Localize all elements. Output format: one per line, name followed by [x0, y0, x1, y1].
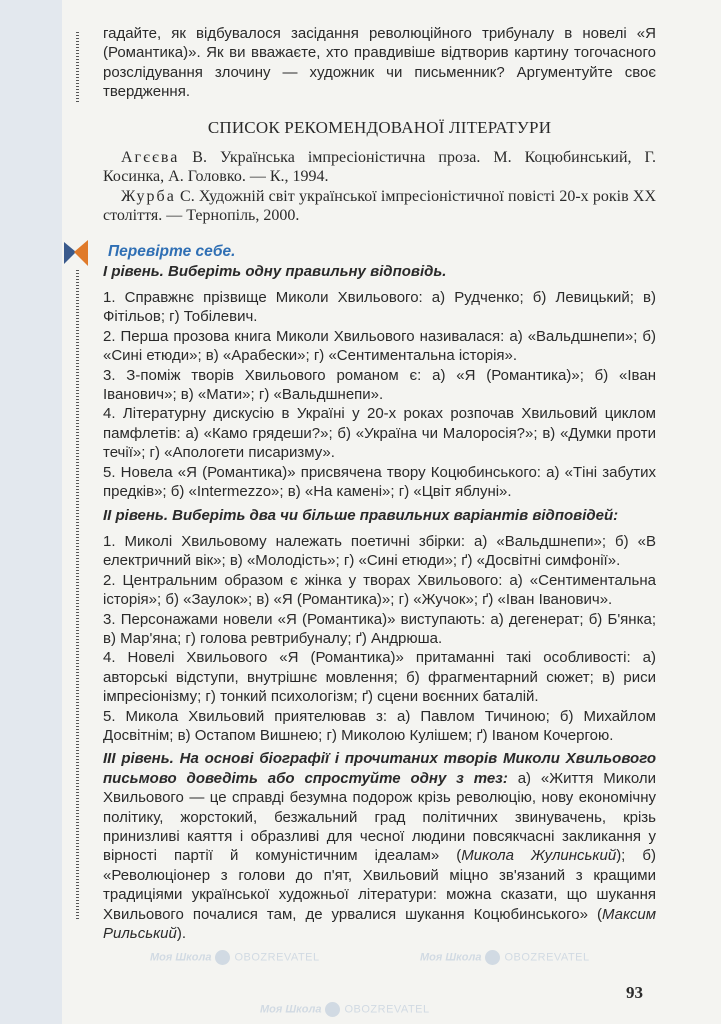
intro-text: гадайте, як відбувалося засідання революційного трибуналу в новелі «Я (Романтика)». Як ви вважаєте, хто правдивіше відтворив картину тогочасного розслідування злочину — художник чи письменник? Аргументуйте своє твердження.: [103, 25, 656, 101]
reference-text: С. Художній світ української імпресіоністичної повісті 20-х років XX століття. — Тернопіль, 2000.: [103, 187, 656, 225]
question: 5. Новела «Я (Романтика)» присвячена твору Коцюбинського: а) «Тіні забутих предків»; б) «Intermezzo»; в) «На камені»; г) «Цвіт яблуні».: [103, 463, 656, 501]
question: 3. З-поміж творів Хвильового романом є: а) «Я (Романтика)»; б) «Іван Іванович»; в) «Мати»; г) «Вальдшнепи».: [103, 366, 656, 404]
page-content: [103, 24, 656, 943]
reference-text: В. Українська імпресіоністична проза. М. Коцюбинський, Г. Косинка, А. Головко. — К., 1994.: [103, 148, 656, 186]
bookmark-icon: [64, 240, 88, 266]
thesis-end: ).: [176, 925, 187, 943]
reference-item: [103, 187, 656, 226]
reference-author: Агєєва: [121, 148, 180, 166]
reference-author: Журба: [121, 187, 176, 205]
thesis-a-author: Микола Жулинський: [461, 847, 617, 865]
level3-text: [103, 749, 656, 943]
level1-heading: І рівень. Виберіть одну правильну відповідь.: [103, 262, 447, 280]
question: 1. Миколі Хвильовому належать поетичні збірки: а) «Вальдшнепи»; б) «В електричний вік»; в) «Молодість»; г) «Сині етюди»; ґ) «Досвітні симфонії».: [103, 532, 656, 570]
references-list: [103, 148, 656, 226]
reference-item: [103, 148, 656, 187]
thesis-b-author: Максим Рильський: [103, 905, 656, 943]
question: 2. Центральним образом є жінка у творах Хвильового: а) «Сентиментальна історія»; б) «Заулок»; в) «Я (Романтика)»; г) «Жучок»; ґ) «Іван Іванович».: [103, 571, 656, 609]
level2-section: [103, 506, 656, 746]
question: 1. Справжнє прізвище Миколи Хвильового: а) Рудченко; б) Левицький; в) Фітільов; г) Тобілевич.: [103, 289, 656, 326]
level2-heading: ІІ рівень. Виберіть два чи більше правильних варіантів відповідей:: [103, 506, 619, 524]
thesis-a: а) «Життя Миколи Хвильового — це справді безумна подорож крізь революцію, нову економічну політику, жорстокий, безжальний град політичних звинувачень, крізь принизливі каяття і образливі для чесної людини повсякчасні закликання у вірності партії й комуністичним ідеалам» (: [103, 769, 656, 865]
question: 4. Літературну дискусію в Україні у 20-х роках розпочав Хвильовий циклом памфлетів: а) «Камо грядеши?»; б) «Україна чи Малоросія?»; в) «Думки проти течії»; г) «Апологети писаризму».: [103, 405, 656, 462]
question: 3. Персонажами новели «Я (Романтика)» виступають: а) дегенерат; б) Б'янка; в) Мар'яна; г) голова ревтрибуналу; ґ) Андрюша.: [103, 610, 656, 647]
check-yourself-row: [103, 240, 656, 262]
question: 4. Новелі Хвильового «Я (Романтика)» притаманні такі особливості: а) авторські відступи, внутрішнє мовлення; б) фрагментарний сюжет; в) риси імпресіонізму; г) тонкий психологізм; ґ) сцени воєнних баталій.: [103, 649, 656, 706]
check-yourself-heading: Перевірте себе.: [108, 242, 236, 260]
intro-paragraph: [103, 24, 656, 102]
references-title: СПИСОК РЕКОМЕНДОВАНОЇ ЛІТЕРАТУРИ: [207, 117, 552, 137]
question: 2. Перша прозова книга Миколи Хвильового називалася: а) «Вальдшнепи»; б) «Сині етюди»; в) «Арабески»; г) «Сентиментальна історія».: [103, 327, 656, 365]
level3-section: [103, 749, 656, 943]
level3-heading: ІІІ рівень. На основі біографії і прочитаних творів Миколи Хвильового письмово доведіть або спростуйте одну з тез:: [103, 750, 656, 787]
question: 5. Микола Хвильовий приятелював з: а) Павлом Тичиною; б) Михайлом Досвітнім; в) Остапом Вишнею; г) Миколою Кулішем; ґ) Іваном Кочергою.: [103, 707, 656, 744]
page-margin: [0, 0, 62, 1024]
watermark: Моя Школа OBOZREVATEL: [420, 951, 590, 964]
margin-rule: [76, 32, 79, 102]
margin-rule: [76, 270, 79, 920]
page-number: 93: [626, 983, 643, 1002]
watermark: Моя Школа OBOZREVATEL: [260, 1003, 430, 1016]
watermark: Моя Школа OBOZREVATEL: [150, 951, 320, 964]
level1-section: [103, 262, 656, 502]
thesis-b: ); б) «Революціонер з голови до п'ят, Хвильовий міцно зв'язаний з кращими традиціями української художньої літератури: можна сказати, що шукання Хвильового почалися там, де урвалися шукання Коцюбинського» (: [103, 847, 657, 923]
